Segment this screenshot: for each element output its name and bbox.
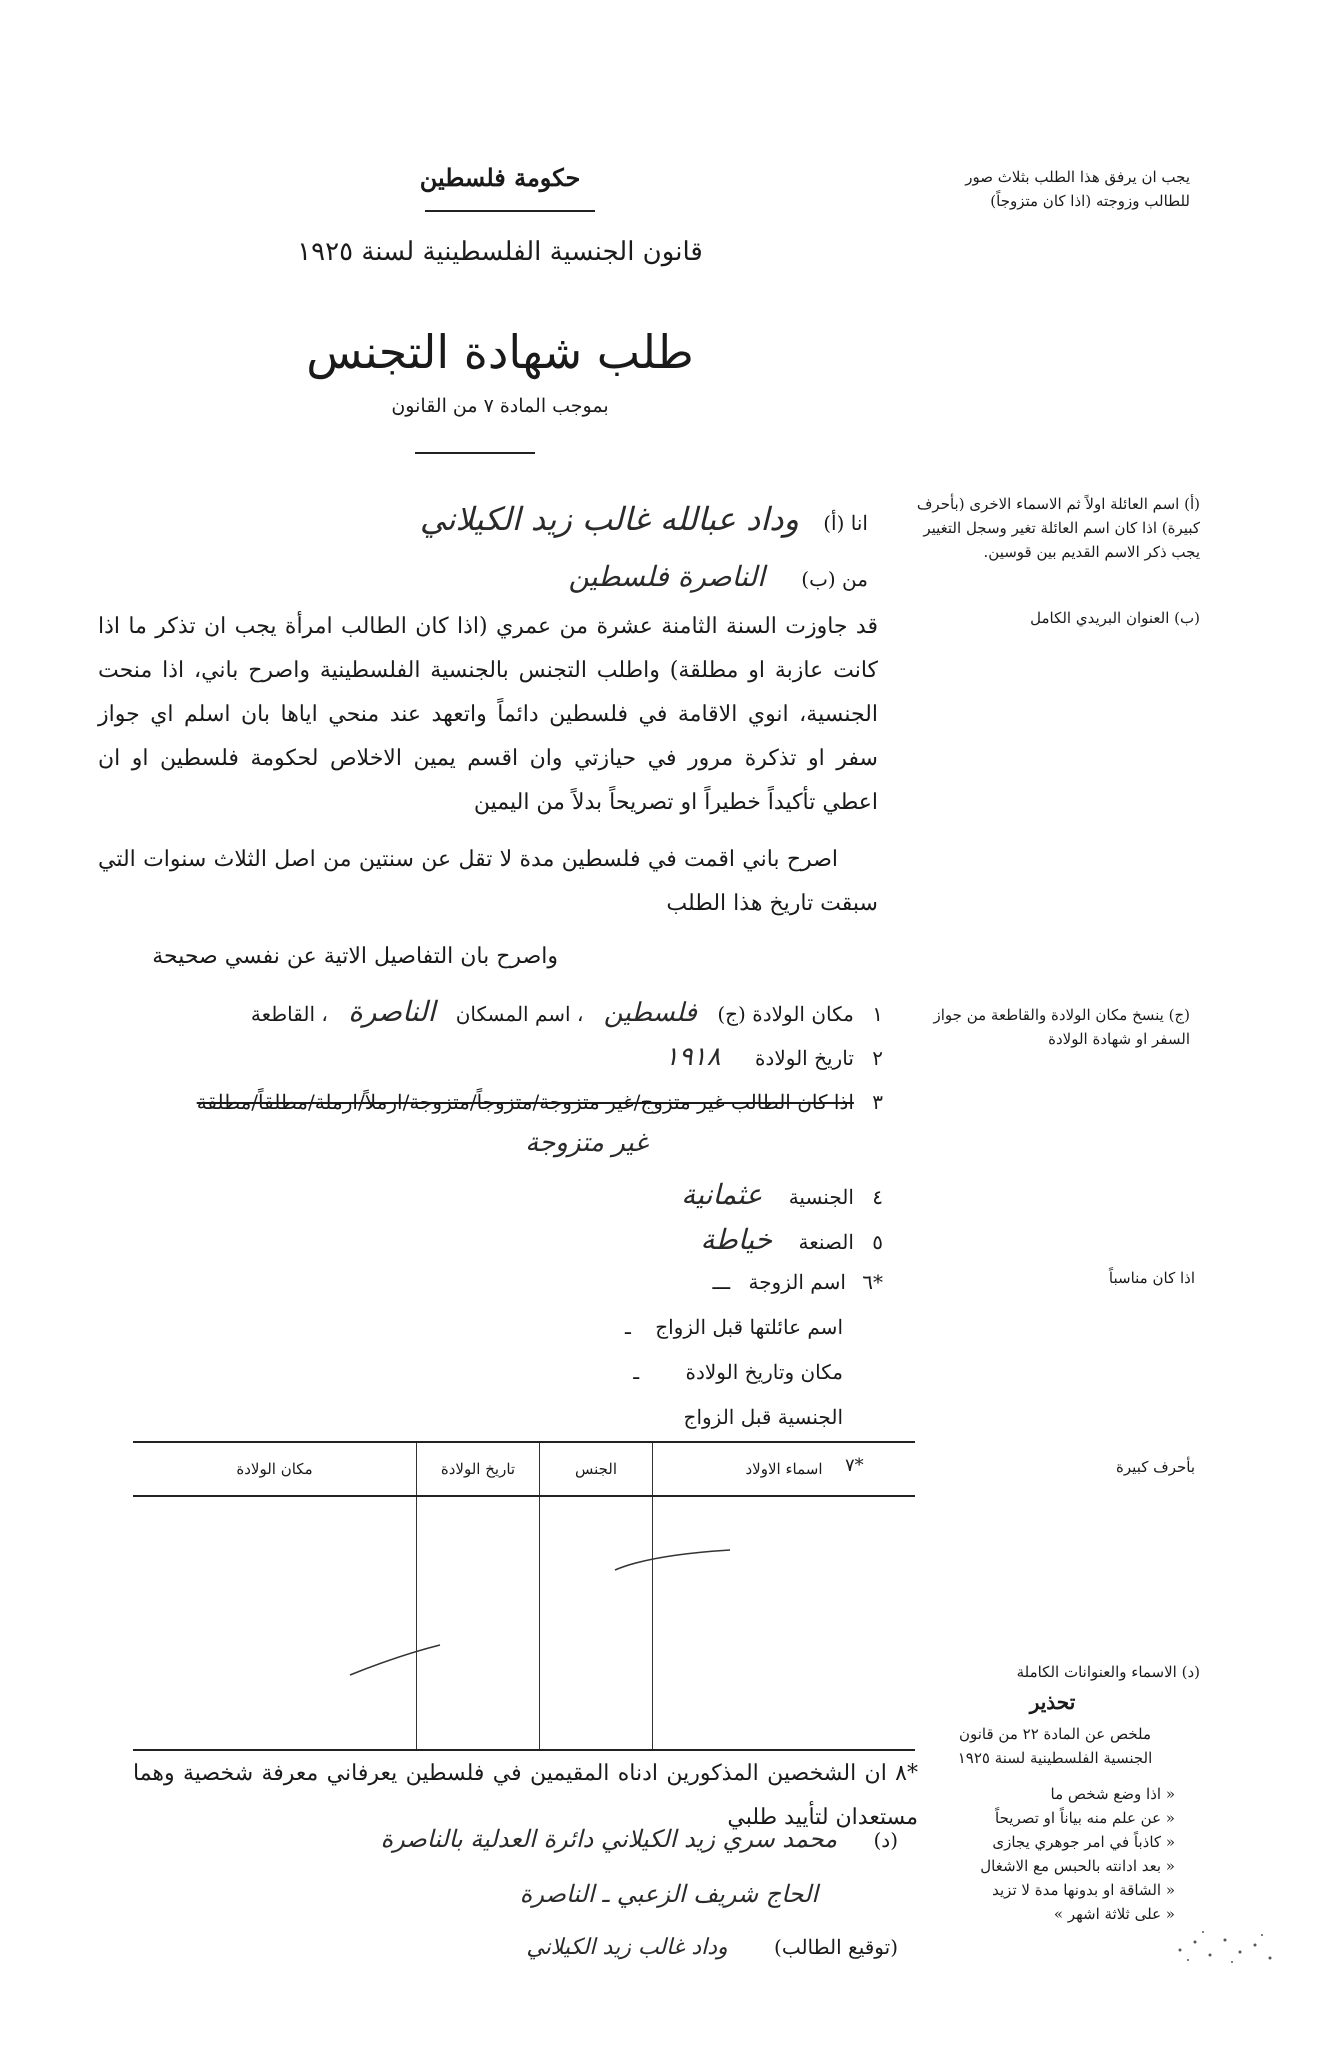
item-number: ٣ [872,1090,883,1114]
col-children-names: اسماء الاولاد [653,1442,916,1496]
name-line [420,500,868,538]
from-line [568,560,868,593]
witness-2: الحاج شريف الزعبي ـ الناصرة [519,1880,818,1908]
item-number: ١ [872,1002,883,1026]
law-heading: قانون الجنسية الفلسطينية لسنة ١٩٢٥ [297,237,703,267]
item-number: ٥ [872,1230,883,1254]
declaration-paragraph: قد جاوزت السنة الثامنة عشرة من عمري (اذا كان الطالب امرأة يجب ان تذكر ما اذا كانت عازبة او مطلقة) واطلب التجنس بالجنسية الفلسطينية واصرح باني، اذا منحت الجنسية، انوي الاقامة في فلسطين دائماً واتعهد عند منحي اياها بان اسلم اي جواز سفر او تذكرة مرور في حيازتي وان اقسم يمين الاخلاص لحكومة فلسطين او ان اعطي تأكيداً خطيراً او تصريحاً بدلاً من اليمين [98,614,878,815]
item-birthplace [251,995,883,1028]
item-birthdate [665,1042,883,1072]
wife-nationality [684,1405,843,1429]
item-value: فلسطين [603,998,697,1028]
marital-value: غير متزوجة [525,1128,648,1158]
applicant-name: وداد عبالله غالب زيد الكيلاني [419,500,799,538]
children-item-number: *٧ [845,1455,864,1476]
item-label: اسم عائلتها قبل الزواج [655,1315,843,1339]
warning-line: « عن علم منه بياناً او تصريحاً [995,1809,1175,1827]
item-label: تاريخ الولادة [754,1046,854,1070]
note-b: (ب) العنوان البريدي الكامل [1030,609,1200,627]
item-label: اذا كان الطالب غير متزوج/غير متزوجة/متزوجاً/متزوجة/ارملاً/ارملة/مطلقاً/مطلقة [196,1090,854,1114]
capitals-note: بأحرف كبيرة [1116,1458,1195,1476]
d-label: (د) [873,1828,898,1852]
strike-marks [330,1520,730,1680]
item-value: الناصرة [348,995,436,1028]
government-heading: حكومة فلسطين [419,163,581,192]
page-subtitle: بموجب المادة ٧ من القانون [391,395,609,417]
item-label: مكان وتاريخ الولادة [685,1360,843,1384]
item-number: ٢ [872,1046,883,1070]
item-label: ، اسم المسكان [455,1002,584,1026]
residence-paragraph: اصرح باني اقمت في فلسطين مدة لا تقل عن سنتين من اصل الثلاث سنوات التي سبقت تاريخ هذا الطلب [98,847,878,916]
signature-line [526,1935,898,1960]
wife-maiden-name [625,1315,843,1339]
warning-lines [935,1782,1175,1926]
details-intro: واصرح بان التفاصيل الاتية عن نفسي صحيحة [152,944,558,969]
witness-1: محمد سري زيد الكيلاني دائرة العدلية بالناصرة [380,1825,838,1853]
heading-rule [425,210,595,212]
item-wife [713,1270,883,1294]
item-occupation [701,1223,883,1256]
from-label: من (ب) [801,567,868,591]
item-label: الصنعة [798,1230,854,1254]
item-value: ـ [633,1360,640,1384]
table-bottom-rule [133,1749,915,1751]
item-number: ٤ [872,1185,883,1209]
note-j: (ج) ينسخ مكان الولادة والقاطعة من جواز السفر او شهادة الولادة [933,1006,1190,1048]
warning-line: « بعد ادانته بالحبس مع الاشغال [980,1857,1175,1875]
item-value: ـ [624,1315,631,1339]
col-birthdate: تاريخ الولادة [417,1442,540,1496]
item-value: ـــ [712,1270,731,1294]
item-value: خياطة [700,1223,773,1256]
col-birthplace: مكان الولادة [133,1442,417,1496]
warning-line: « الشاقة او بدونها مدة لا تزيد [992,1881,1175,1899]
note-a: (أ) اسم العائلة اولاً ثم الاسماء الاخرى (بأحرف كبيرة) اذا كان اسم العائلة تغير وسجل التغيير يجب ذكر الاسم القديم بين قوسين. [916,495,1200,561]
item-label: مكان الولادة (ج) [717,1002,854,1026]
applicant-address: الناصرة فلسطين [568,560,765,593]
witness-1-line [381,1825,898,1853]
signature-label: (توقيع الطالب) [774,1935,898,1959]
warning-intro: ملخص عن المادة ٢٢ من قانون الجنسية الفلسطينية لسنة ١٩٢٥ [957,1725,1153,1767]
item-label: ، القاطعة [250,1002,328,1026]
item-label: الجنسية قبل الزواج [683,1405,843,1429]
subtitle-rule [415,452,535,454]
name-label: انا (أ) [823,511,868,535]
table-header-row [133,1442,915,1496]
warning-line: « اذا وضع شخص ما [1050,1785,1175,1803]
photos-note: يجب ان يرفق هذا الطلب بثلاث صور للطالب وزوجته (اذا كان متزوجاً) [965,168,1190,210]
item-marital [197,1090,883,1114]
warning-title: تحذير [1029,1690,1076,1714]
item-label: الجنسية [788,1185,854,1209]
if-applicable-note: اذا كان مناسباً [1108,1269,1195,1287]
wife-birth [633,1360,843,1384]
item-number: *٦ [862,1270,883,1294]
note-d: (د) الاسماء والعنوانات الكاملة [1016,1663,1200,1681]
warning-line: « كاذباً في امر جوهري يجازى [992,1833,1175,1851]
item-value: ١٩١٨ [664,1042,721,1072]
item-nationality [681,1178,883,1211]
stamp-mark [1170,1920,1280,1970]
col-sex: الجنس [540,1442,653,1496]
page-title: طلب شهادة التجنس [306,325,694,379]
item-value: عثمانية [681,1178,763,1211]
witness-intro: *٨ ان الشخصين المذكورين ادناه المقيمين في فلسطين يعرفاني معرفة شخصية وهما مستعدان لتأييد طلبي [133,1761,918,1830]
applicant-signature: وداد غالب زيد الكيلاني [526,1935,728,1960]
item-label: اسم الزوجة [748,1270,846,1294]
warning-line: « على ثلاثة اشهر » [1053,1905,1175,1923]
